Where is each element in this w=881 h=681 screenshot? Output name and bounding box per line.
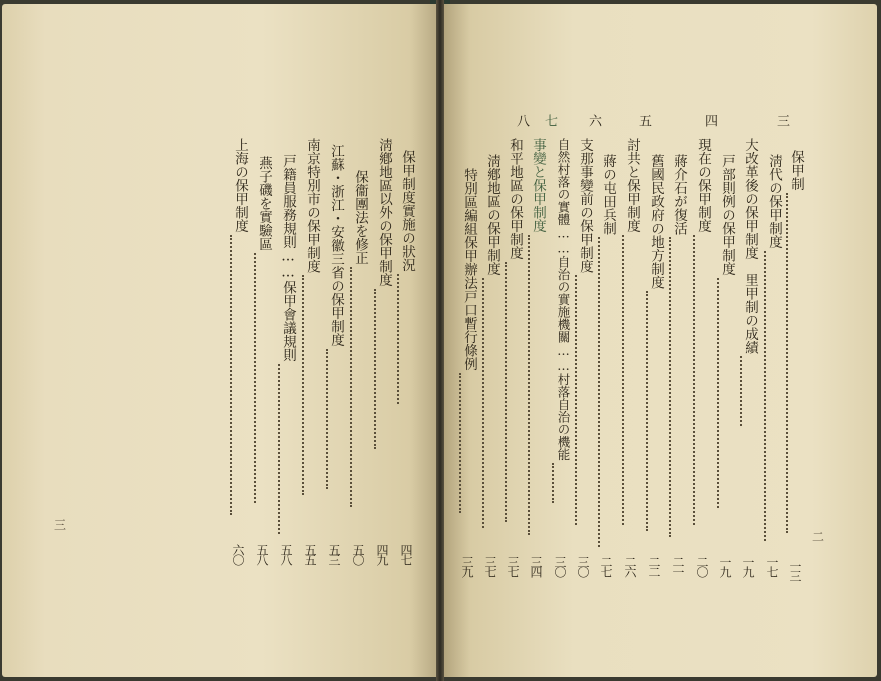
toc-page-number: 四七 [399, 544, 413, 564]
toc-chapter [528, 138, 546, 537]
toc-entry-title: 戸籍員服務規則……保甲會議規則 [280, 154, 296, 362]
leader-dots [552, 463, 570, 503]
leader-dots [278, 364, 296, 534]
toc-entry [717, 154, 735, 510]
toc-entry [397, 150, 415, 406]
toc-page-number: 三九 [460, 556, 474, 576]
toc-page-number: 二〇 [695, 556, 709, 576]
toc-entry [459, 168, 477, 515]
toc-page-number: 五五 [303, 544, 317, 564]
leader-dots [740, 356, 758, 426]
chapter-number: 三 [774, 114, 789, 127]
toc-entry [646, 154, 664, 533]
toc-chapter [786, 150, 804, 535]
toc-entry-title: 大改革後の保甲制度 里甲制の成績 [742, 138, 758, 354]
toc-page-number: 三〇 [576, 556, 590, 576]
toc-entry-title: 淸鄕地區以外の保甲制度 [376, 138, 392, 287]
toc-entry [669, 154, 687, 539]
book-gutter [436, 0, 444, 681]
toc-entry-title: 淸代の保甲制度 [766, 154, 782, 249]
leader-dots [397, 274, 415, 404]
toc-page-number: 五三 [327, 544, 341, 564]
chapter-number: 八 [514, 114, 529, 127]
left-page [2, 4, 436, 677]
leader-dots [717, 278, 735, 508]
chapter-number: 七 [542, 114, 557, 127]
toc-page-number: 一三 [788, 560, 802, 580]
toc-page-number: 三〇 [553, 556, 567, 576]
leader-dots [669, 237, 687, 537]
toc-entry-title: 淸鄕地區の保甲制度 [484, 154, 500, 276]
toc-entry [598, 154, 616, 549]
toc-entry [254, 156, 272, 505]
toc-page-number: 一九 [718, 556, 732, 576]
chapter-number: 五 [636, 114, 651, 127]
leader-dots [482, 278, 500, 528]
leader-dots [598, 237, 616, 547]
toc-chapter-title: 現在の保甲制度 [695, 138, 711, 233]
toc-chapter-title: 保甲制 [788, 150, 804, 191]
leader-dots [254, 253, 272, 503]
leader-dots [764, 251, 782, 541]
leader-dots [326, 349, 344, 489]
leader-dots [374, 289, 392, 449]
toc-chapter [505, 138, 523, 524]
leader-dots [646, 291, 664, 531]
toc-entry-title: 舊國民政府の地方制度 [648, 154, 664, 289]
toc-page-number: 二二 [647, 556, 661, 576]
toc-entry [278, 154, 296, 536]
toc-entry [350, 170, 368, 509]
toc-page-number: 五八 [255, 544, 269, 564]
toc-entry [764, 154, 782, 543]
toc-chapter-title: 和平地區の保甲制度 [507, 138, 523, 260]
leader-dots [575, 275, 593, 525]
toc-entry-title: 保衞團法を修正 [352, 170, 368, 265]
leader-dots [693, 235, 711, 525]
toc-entry [552, 138, 570, 505]
leader-dots [302, 275, 320, 495]
toc-page-number: 三四 [529, 556, 543, 576]
leader-dots [350, 267, 368, 507]
folio-left: 三 [54, 518, 67, 532]
toc-page-number: 五八 [279, 544, 293, 564]
toc-entry [374, 138, 392, 451]
toc-page-number: 一七 [765, 556, 779, 576]
toc-entry [326, 144, 344, 491]
toc-entry-title: 保甲制度實施の狀況 [399, 150, 415, 272]
leader-dots [528, 235, 546, 535]
toc-chapter-title: 事變と保甲制度 [530, 138, 546, 233]
toc-page-number: 三七 [483, 556, 497, 576]
toc-entry [482, 154, 500, 530]
toc-chapter [693, 138, 711, 527]
folio-right: 二 [812, 530, 825, 544]
toc-entry-title: 戸部則例の保甲制度 [719, 154, 735, 276]
toc-page-number: 五〇 [351, 544, 365, 564]
chapter-number: 四 [702, 114, 717, 127]
toc-chapter-title: 討共と保甲制度 [624, 138, 640, 233]
toc-entry-title: 燕子磯を實驗區 [256, 156, 272, 251]
toc-entry-title: 特別區編組保甲辦法戸口暫行條例 [461, 168, 477, 371]
toc-chapter [622, 138, 640, 527]
leader-dots [622, 235, 640, 525]
toc-chapter-title: 支那事變前の保甲制度 [577, 138, 593, 273]
toc-page-number: 二六 [623, 556, 637, 576]
toc-entry-title: 蔣の屯田兵制 [600, 154, 616, 235]
toc-entry-title: 江蘇・浙江・安徽三省の保甲制度 [328, 144, 344, 347]
toc-page-number: 四九 [375, 544, 389, 564]
leader-dots [786, 193, 804, 533]
leader-dots [459, 373, 477, 513]
toc-page-number: 二七 [599, 556, 613, 576]
toc-entry-title: 南京特別市の保甲制度 [304, 138, 320, 273]
toc-page-number: 一九 [741, 556, 755, 576]
toc-entry-title: 上海の保甲制度 [232, 138, 248, 233]
toc-page-number: 三七 [506, 556, 520, 576]
toc-entry [302, 138, 320, 497]
leader-dots [505, 262, 523, 522]
chapter-number: 六 [586, 114, 601, 127]
toc-entry [230, 138, 248, 517]
toc-page-number: 二一 [671, 556, 685, 576]
right-page [444, 4, 877, 677]
toc-entry [740, 138, 758, 428]
toc-entry-title: 自然村落の實體……自治の實施機關……村落自治の機能 [556, 138, 571, 461]
leader-dots [230, 235, 248, 515]
toc-chapter [575, 138, 593, 527]
toc-entry-title: 蔣介石が復活 [671, 154, 687, 235]
toc-page-number: 六〇 [231, 544, 245, 564]
